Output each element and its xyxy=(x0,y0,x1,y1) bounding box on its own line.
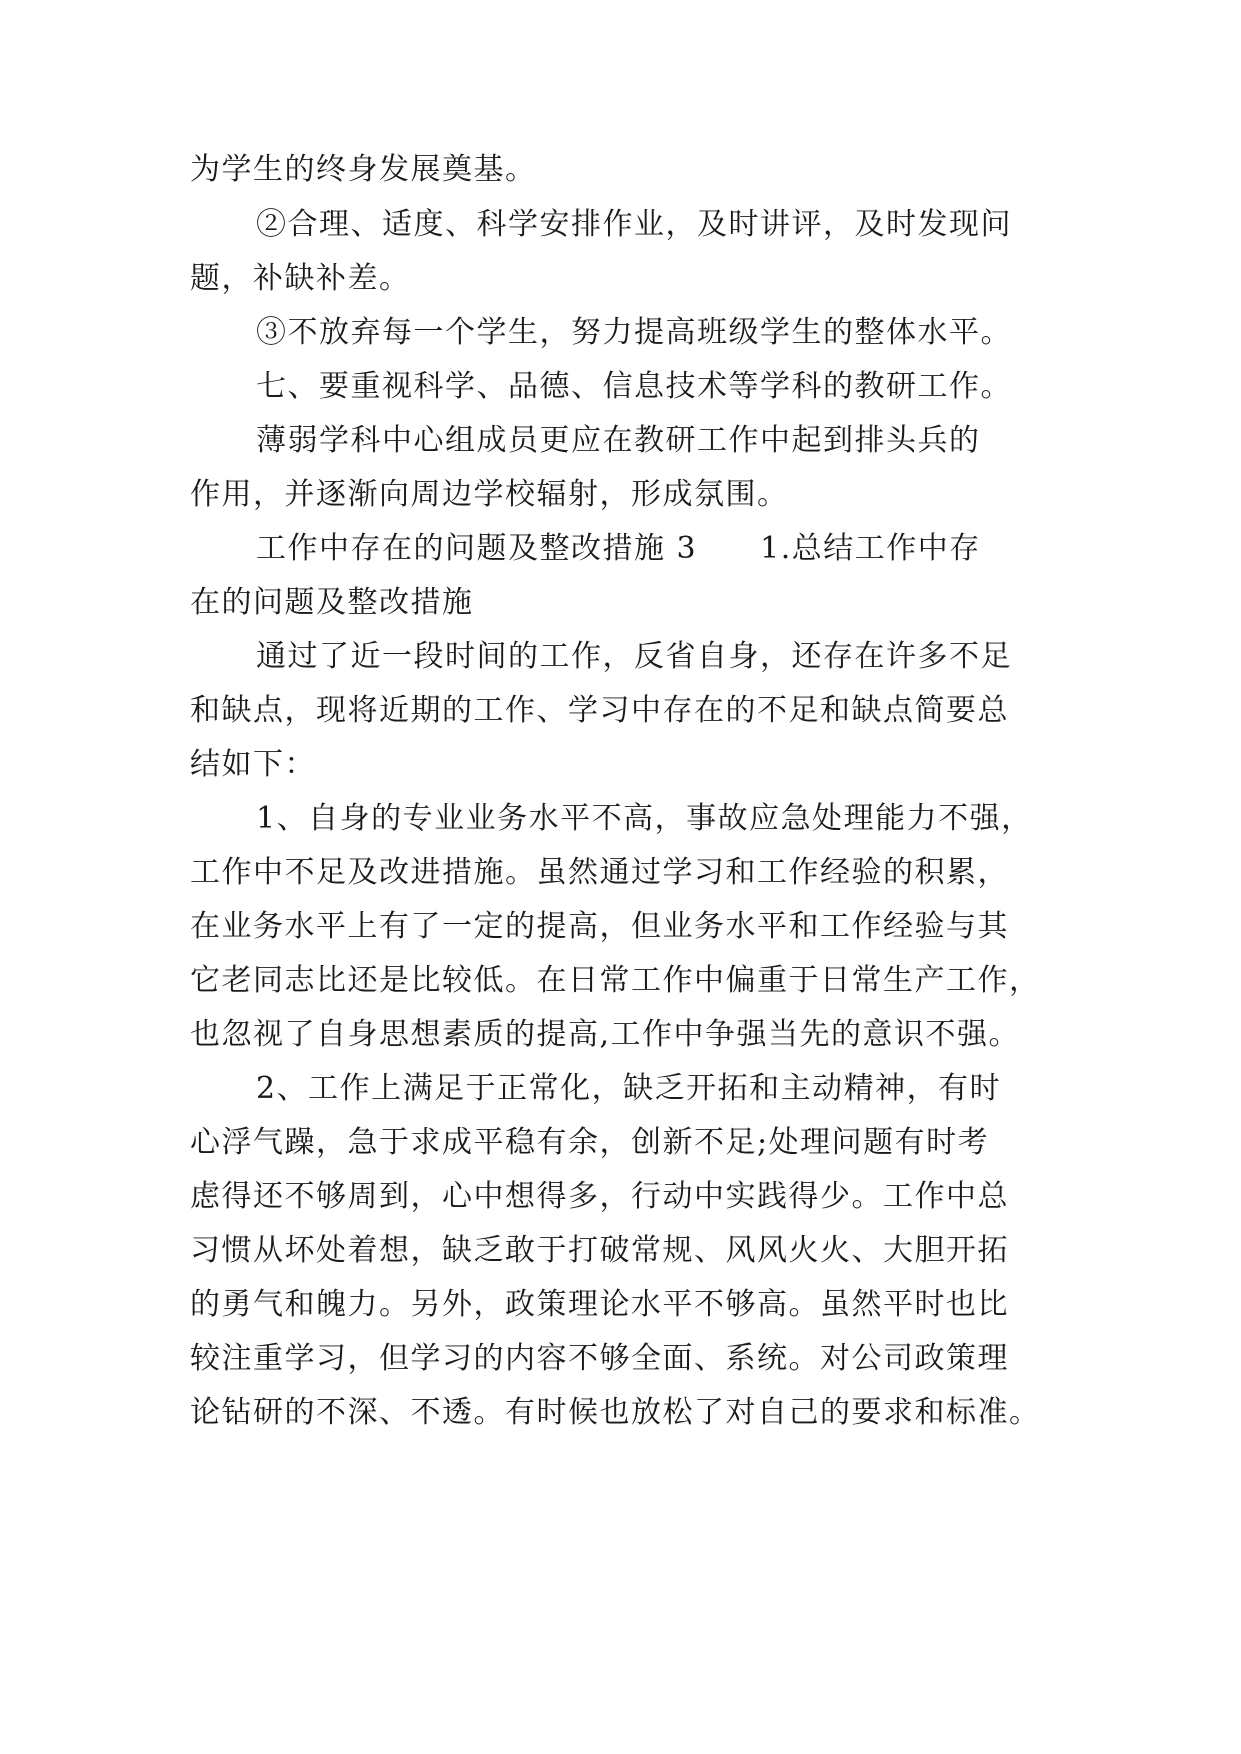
text-line: ②合理、适度、科学安排作业，及时讲评，及时发现问 xyxy=(256,207,1012,242)
text-line: 2、工作上满足于正常化，缺乏开拓和主动精神，有时 xyxy=(256,1071,1002,1106)
text-line: 它老同志比还是比较低。在日常工作中偏重于日常生产工作， xyxy=(190,963,1041,998)
text-line: 的勇气和魄力。另外，政策理论水平不够高。虽然平时也比 xyxy=(190,1287,1009,1322)
section-heading: 工作中存在的问题及整改措施 3 1.总结工作中存 xyxy=(256,531,981,566)
text-line: 虑得还不够周到，心中想得多，行动中实践得少。工作中总 xyxy=(190,1179,1009,1214)
text-line: 薄弱学科中心组成员更应在教研工作中起到排头兵的 xyxy=(256,423,981,458)
text-line: 工作中不足及改进措施。虽然通过学习和工作经验的积累， xyxy=(190,855,1009,890)
text-line: 1、自身的专业业务水平不高，事故应急处理能力不强， xyxy=(256,801,1033,836)
text-line: ③不放弃每一个学生，努力提高班级学生的整体水平。 xyxy=(256,315,1012,350)
text-line: 也忽视了自身思想素质的提高,工作中争强当先的意识不强。 xyxy=(190,1017,1021,1052)
text-line: 习惯从坏处着想，缺乏敢于打破常规、风风火火、大胆开拓 xyxy=(190,1233,1009,1268)
text-line: 为学生的终身发展奠基。 xyxy=(190,152,537,187)
text-line: 结如下： xyxy=(190,747,316,782)
text-line: 题，补缺补差。 xyxy=(190,261,411,296)
text-line: 较注重学习，但学习的内容不够全面、系统。对公司政策理 xyxy=(190,1341,1009,1376)
text-line: 和缺点，现将近期的工作、学习中存在的不足和缺点简要总 xyxy=(190,693,1009,728)
text-line: 七、要重视科学、品德、信息技术等学科的教研工作。 xyxy=(256,369,1012,404)
text-line: 在业务水平上有了一定的提高，但业务水平和工作经验与其 xyxy=(190,909,1009,944)
text-line: 作用，并逐渐向周边学校辐射，形成氛围。 xyxy=(190,477,789,512)
section-heading: 在的问题及整改措施 xyxy=(190,585,474,620)
text-line: 通过了近一段时间的工作，反省自身，还存在许多不足 xyxy=(256,639,1012,674)
text-line: 心浮气躁，急于求成平稳有余，创新不足;处理问题有时考 xyxy=(190,1125,990,1160)
text-line: 论钻研的不深、不透。有时候也放松了对自己的要求和标准。 xyxy=(190,1395,1041,1430)
